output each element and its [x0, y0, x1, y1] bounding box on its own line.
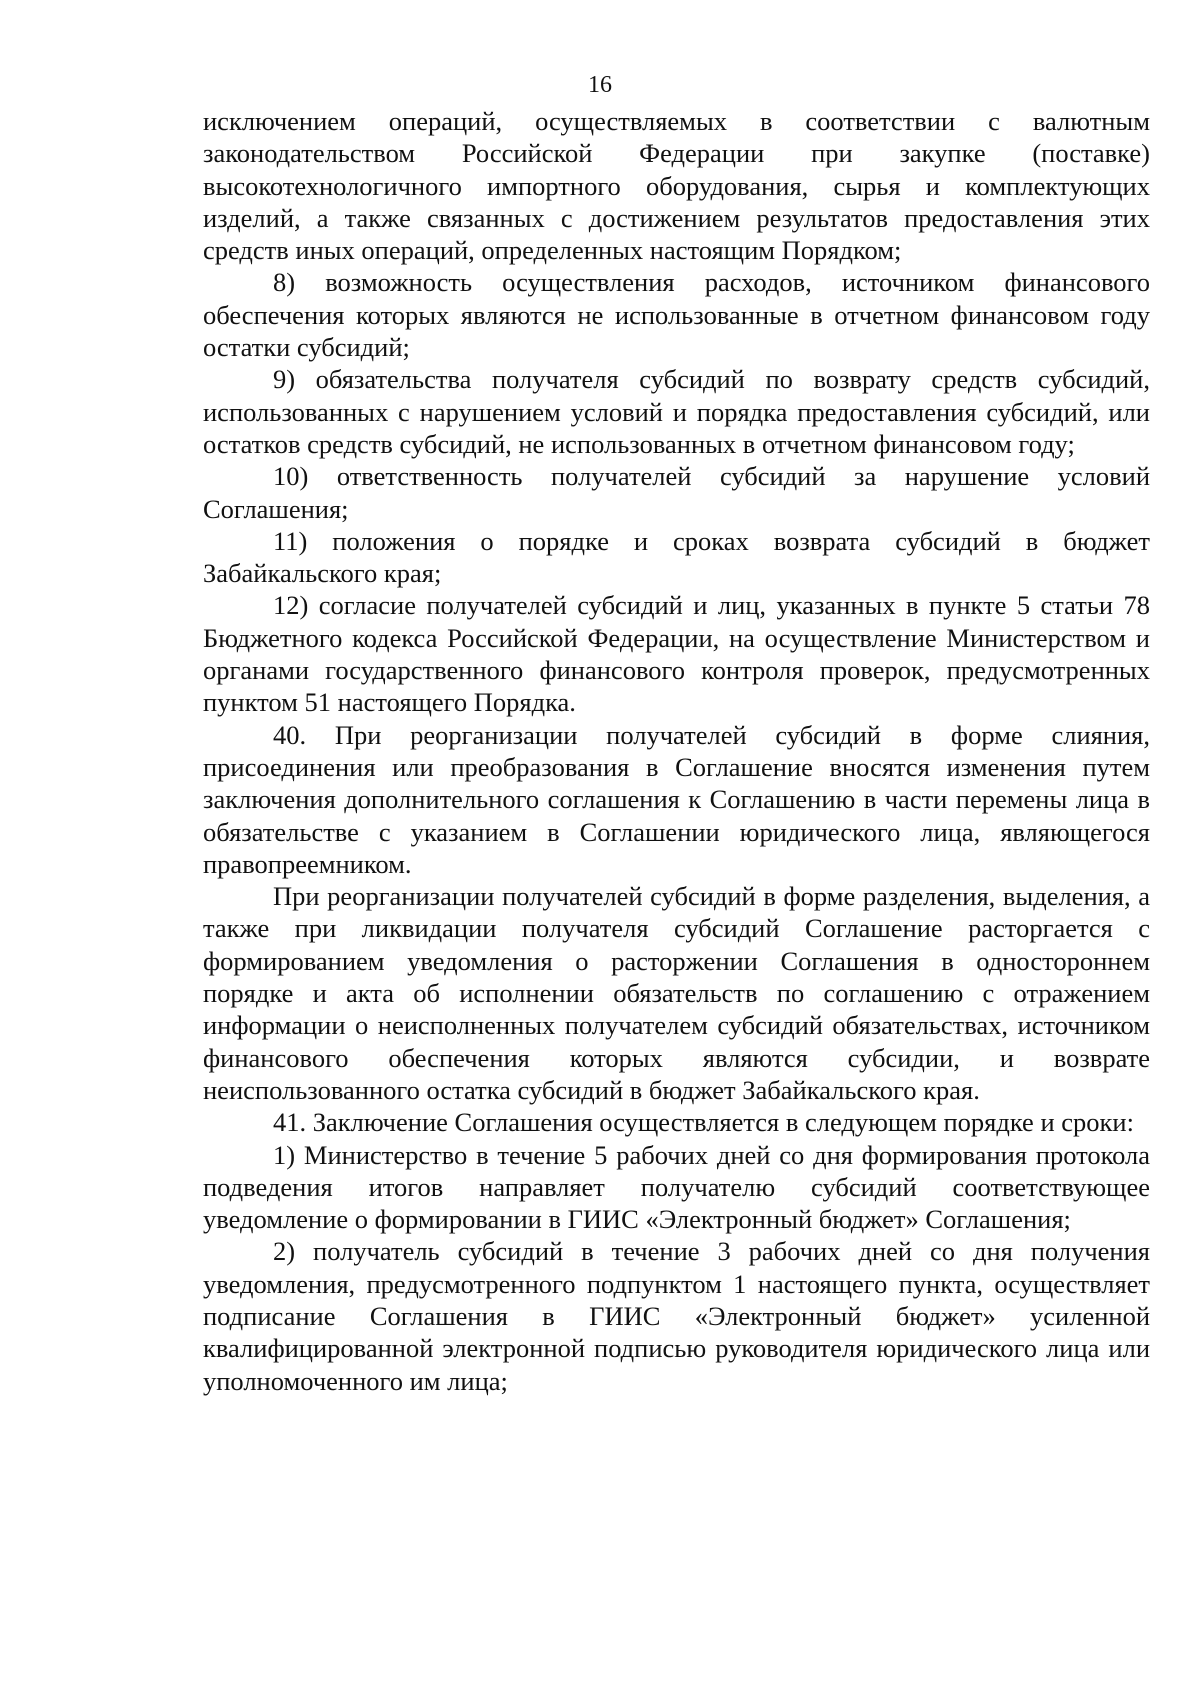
paragraph-item-10: 10) ответственность получателей субсидий за нарушение условий Соглашения;: [203, 461, 1150, 524]
paragraph-item-11: 11) положения о порядке и сроках возврата субсидий в бюджет Забайкальского края;: [203, 525, 1150, 589]
paragraph-clause-40: 40. При реорганизации получателей субсидий в форме слияния, присоединения или преобразования в Соглашение вносятся изменения путем заключения дополнительного соглашения к Соглашению в части перемены лица в обязательстве с указанием в Соглашении юридического лица, являющегося правопреемником.: [203, 719, 1150, 879]
paragraph-clause-41-item-2: 2) получатель субсидий в течение 3 рабочих дней со дня получения уведомления, предусмотренного подпунктом 1 настоящего пункта, осуществляет подписание Соглашения в ГИИС «Электронный бюджет» усиленной квалифицированной электронной подписью руководителя юридического лица или уполномоченного им лица;: [203, 1236, 1150, 1396]
document-body: [203, 105, 1150, 1397]
paragraph-item-8: 8) возможность осуществления расходов, источником финансового обеспечения которых являются не использованные в отчетном финансовом году остатки субсидий;: [203, 267, 1150, 363]
paragraph-clause-40-part-2: При реорганизации получателей субсидий в форме разделения, выделения, а также при ликвидации получателя субсидий Соглашение расторгается с формированием уведомления о расторжении Соглашения в одностороннем порядке и акта об исполнении обязательств по соглашению с отражением информации о неисполненных получателем субсидий обязательствах, источником финансового обеспечения которых являются субсидии, и возврате неиспользованного остатка субсидий в бюджет Забайкальского края.: [203, 881, 1150, 1105]
paragraph-clause-41-item-1: 1) Министерство в течение 5 рабочих дней со дня формирования протокола подведения итогов направляет получателю субсидий соответствующее уведомление о формировании в ГИИС «Электронный бюджет» Соглашения;: [203, 1139, 1150, 1235]
paragraph-item-12: 12) согласие получателей субсидий и лиц, указанных в пункте 5 статьи 78 Бюджетного кодекса Российской Федерации, на осуществление Министерством и органами государственного финансового контроля проверок, предусмотренных пунктом 51 настоящего Порядка.: [203, 590, 1150, 718]
page-number: 16: [588, 72, 612, 98]
paragraph-item-9: 9) обязательства получателя субсидий по возврату средств субсидий, использованных с нарушением условий и порядка предоставления субсидий, или остатков средств субсидий, не использованных в отчетном финансовом году;: [203, 364, 1150, 459]
paragraph-clause-41: 41. Заключение Соглашения осуществляется в следующем порядке и сроки:: [273, 1107, 1134, 1138]
paragraph-continuation: исключением операций, осуществляемых в соответствии с валютным законодательством Российской Федерации при закупке (поставке) высокотехнологичного импортного оборудования, сырья и комплектующих изделий, а также связанных с достижением результатов предоставления этих средств иных операций, определенных настоящим Порядком;: [203, 106, 1150, 266]
